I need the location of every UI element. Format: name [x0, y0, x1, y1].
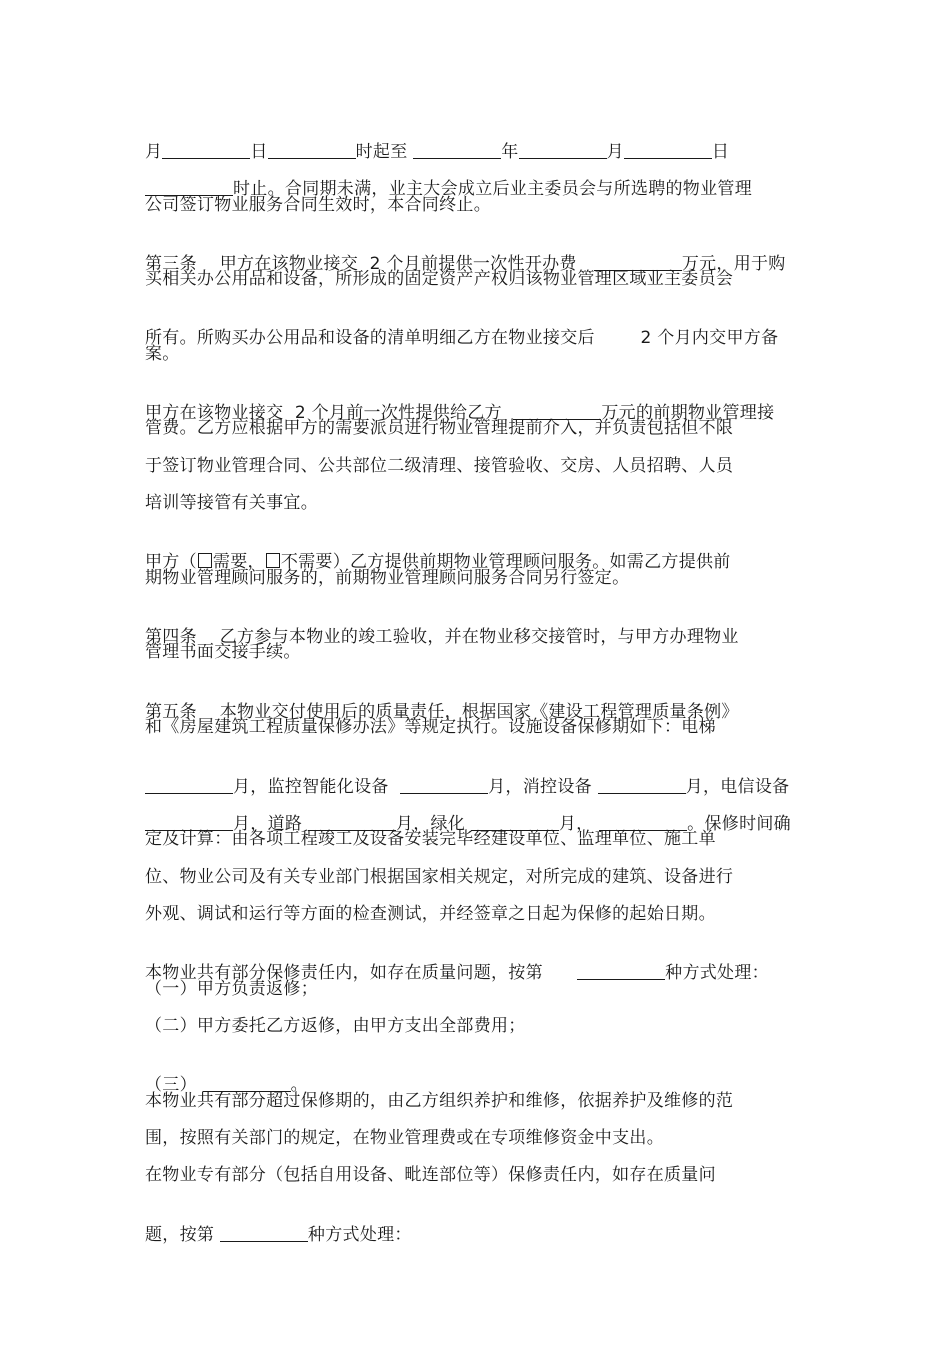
text: 月 — [145, 142, 163, 162]
text: 月 — [606, 142, 624, 162]
text-line: 围，按照有关部门的规定，在物业管理费或在专项维修资金中支出。 — [145, 1128, 664, 1148]
text: 月，绿化 — [395, 814, 466, 834]
text: 。 — [290, 1075, 308, 1095]
text-line — [145, 1202, 412, 1246]
text-line: 外观、调试和运行等方面的检查测试，并经签章之日起为保修的起始日期。 — [145, 904, 716, 924]
list-item: （二）甲方委托乙方返修，由甲方支出全部费用； — [145, 1016, 526, 1036]
text: 。保修时间确 — [687, 814, 791, 834]
text: 时起至 — [355, 142, 408, 162]
list-item: （一）甲方负责返修； — [145, 979, 318, 999]
text-line: 管费。乙方应根据甲方的需要派员进行物业管理提前介入，并负责包括但不限 — [145, 418, 734, 438]
text-line: 买相关办公用品和设备，所形成的固定资产产权归该物业管理区域业主委员会 — [145, 269, 734, 289]
text: 2 个月前一次性提供给乙方 — [294, 403, 502, 423]
text: 月，监控智能化设备 — [233, 777, 389, 797]
text-line: 期物业管理顾问服务的，前期物业管理顾问服务合同另行签定。 — [145, 568, 630, 588]
text: 2 个月前提供一次性开办费 — [369, 254, 577, 274]
text-line: 培训等接管有关事宜。 — [145, 493, 318, 513]
text: 甲方在该物业接交 — [145, 403, 284, 423]
text: 甲方在该物业接交 — [219, 254, 359, 274]
text: 日 — [250, 142, 268, 162]
text: 万元，用于购 — [681, 254, 786, 274]
text: 万元的前期物业管理接 — [601, 403, 775, 423]
text: 本物业交付使用后的质量责任，根据国家《建设工程管理质量条例》 — [219, 702, 739, 722]
text-line: 公司签订物业服务合同生效时，本合同终止。 — [145, 195, 491, 215]
text: 所有。所购买办公用品和设备的清单明细乙方在物业接交后 — [145, 328, 595, 348]
text-line: 案。 — [145, 344, 180, 364]
text-line: 定及计算：由各项工程竣工及设备安装完毕经建设单位、监理单位、施工单 — [145, 829, 716, 849]
text: 种方式处理： — [307, 1225, 412, 1245]
text: 月，道路 — [233, 814, 303, 834]
text: 乙方参与本物业的竣工验收，并在物业移交接管时，与甲方办理物业 — [219, 627, 739, 647]
text: 甲方（ — [145, 552, 197, 572]
text: 本物业共有部分保修责任内，如存在质量问题，按第 — [145, 963, 543, 983]
text: 年 — [501, 142, 519, 162]
fill-blank[interactable] — [220, 1225, 308, 1242]
text: 种方式处理： — [665, 963, 769, 983]
checkbox-label: 需要， — [212, 552, 265, 572]
checkbox[interactable] — [198, 553, 212, 568]
fill-blank[interactable] — [577, 963, 665, 980]
text: （三） — [145, 1075, 197, 1095]
text: 月，电信设备 — [685, 777, 790, 797]
text: 题，按第 — [145, 1225, 215, 1245]
text-line: 和《房屋建筑工程质量保修办法》等规定执行。设施设备保修期如下：电梯 — [145, 717, 716, 737]
text: 日 — [711, 142, 730, 162]
text: 时止。合同期未满，业主大会成立后业主委员会与所选聘的物业管理 — [233, 179, 752, 199]
text-line: 位、物业公司及有关专业部门根据国家相关规定，对所完成的建筑、设备进行 — [145, 867, 734, 887]
text-line — [145, 305, 778, 349]
text: 不需要）乙方提供前期物业管理顾问服务。如需乙方提供前 — [280, 552, 731, 572]
text-line: 在物业专有部分（包括自用设备、毗连部位等）保修责任内，如存在质量问 — [145, 1165, 716, 1185]
text: 2 个月内交甲方备 — [640, 328, 779, 348]
article-number: 第四条 — [145, 627, 197, 647]
text-line: 于签订物业管理合同、公共部位二级清理、接管验收、交房、人员招聘、人员 — [145, 456, 734, 476]
article-number: 第三条 — [145, 254, 197, 274]
text: 月， — [558, 814, 594, 834]
text-line: 管理书面交接手续。 — [145, 642, 301, 662]
text-line: 本物业共有部分超过保修期的，由乙方组织养护和维修，依据养护及维修的范 — [145, 1091, 734, 1111]
checkbox[interactable] — [266, 553, 280, 568]
text: 月，消控设备 — [488, 777, 592, 797]
article-number: 第五条 — [145, 702, 197, 722]
